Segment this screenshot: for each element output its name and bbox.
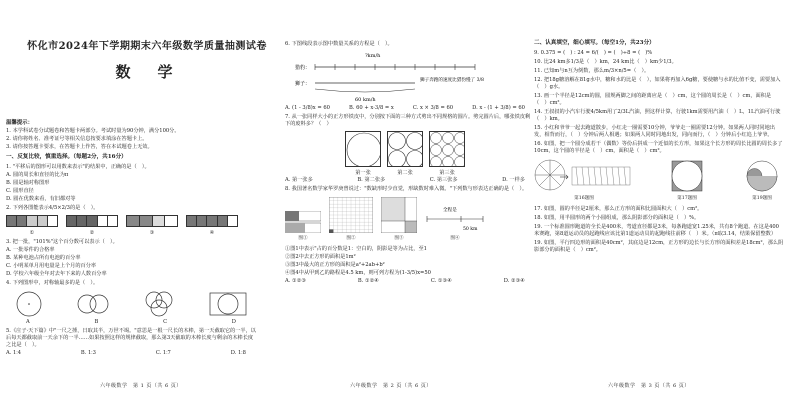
fig-1 (285, 211, 321, 242)
q8-options (285, 278, 535, 285)
sheet-caption: 第二张 (397, 170, 413, 177)
figure-labels (6, 319, 256, 326)
strip-label: ④ (209, 229, 215, 236)
figure-c (142, 290, 176, 318)
fig-caption: 图① (298, 236, 308, 242)
option-d: D. 一样多 (502, 177, 525, 184)
option-line: D. 圆在优数来看，有旧都对等 (6, 195, 76, 202)
fig-caption: 图② (346, 236, 356, 242)
statement-line: ②图2中去正方形的面积是1m² (285, 254, 356, 261)
sheet-caption: 第一张 (355, 170, 371, 177)
section-heading: 一、反复比较，慎重选择。（每题2分，共16分） (6, 154, 127, 161)
option-line: D. 学校六年级全年对去年下来的人数百分率 (6, 271, 107, 278)
option-line: B. 圆是轴对称图形 (6, 179, 50, 186)
strip-d (186, 215, 238, 227)
statement-line: ③图3中最大的正方形的面积是a²+2ab+b² (285, 262, 385, 269)
option-b: B. 第二张多 (357, 177, 386, 184)
fill-question: 11. 已知m与n互为倒数，那么m/3×n/5=（ ）。 (534, 67, 650, 74)
option-d: D. ②③④ (503, 278, 525, 285)
fill-question: 15. 小红和爷爷一起去跑道散步，小红走一圈需要10分钟，爷爷走一圈需要12分钟。如果两人同时同地出发，相背而行，（ ）分钟后两人相遇；如果两人同时同地出发，同向而行，（ ）分钟后小红追上爷爷。 (534, 124, 775, 138)
option-line: C. 小明某单月用电量是上个月的百分率 (6, 263, 97, 270)
option-line: A. 一批零件的合格率 (6, 247, 55, 254)
fill-question: 9. 0.375 = ( ) : 24 = 6/( ) = ( )÷8 = ( )% (534, 49, 653, 56)
figure-a (14, 290, 44, 318)
q7-options (285, 177, 535, 184)
fill-question: 10. 比24 km多1/3是（ ）km，24 km比（ ）km少1/3。 (534, 58, 677, 65)
strip-label: ② (89, 229, 95, 236)
option-c: C. 第三张多 (429, 177, 458, 184)
fraction-strips (6, 215, 256, 227)
fill-question: 14. 王叔叔的小汽车行驶4/5km用了2/3L汽油，照这样计算，行驶1km需要用汽油（ ）L，1L汽油可行驶（ ）km。 (534, 108, 781, 122)
question-stem: 7. 从一张同样大小的正方形铁皮中，分别按下面的三种方式剪出不同规格的圆片。剪完圆片后，哪张铁皮剩下的废料多？（ ） (285, 114, 531, 128)
fill-figures (534, 159, 784, 202)
note-item: 1. 本学科试卷分试题卷和答题卡两部分。考试时量为90分钟，满分100分。 (6, 128, 180, 135)
fig-caption: 第17题图 (677, 195, 697, 201)
top-speed-label: ?km/h (365, 53, 381, 60)
figure-label: B (94, 319, 99, 326)
section-heading: 二、认真填空，细心填写。（每空1分，共23分） (534, 40, 655, 46)
question-stem: 5.《庄子·天下篇》中"一尺之捶，日取其半，万世不竭。"意思是一根一尺长的木棒，第一天截取它的一半，以后每天都截取前一天余下的一半……如果按照这样的规律截取，那么第3天截取的木棒长度与剩余的木棒长度之比是（ ）。 (6, 328, 256, 349)
option-b: B. 60 + x·3/8 = x (348, 105, 394, 112)
fill-question: 16. 如图，把一个圆分成若干（偶数）等份后拼成一个近似的长方形，如果这个长方形的周长比圆的周长多了10cm，这个圆的半径是（ ）cm，面积是（ ）cm²。 (534, 140, 783, 154)
page-2 (285, 40, 535, 285)
strip-a (6, 215, 58, 227)
sheet-one (345, 131, 381, 167)
fig-3 (381, 197, 417, 242)
fig-caption: 第16题图 (574, 195, 594, 201)
figure-label: D (231, 319, 236, 326)
strip-labels (6, 230, 256, 237)
exam-title: 怀化市2024年下学期期末六年级数学质量抽测试卷 (27, 41, 267, 52)
symmetry-figures (14, 290, 248, 318)
fig-caption: 图③ (394, 236, 404, 242)
sheet-caption: 第三张 (439, 170, 455, 177)
exam-subject: 数 学 (115, 63, 179, 81)
segment-diagram (285, 49, 515, 105)
answer-options (6, 350, 256, 357)
q6-options (285, 105, 535, 112)
notes-heading: 温馨提示： (6, 120, 33, 126)
fill-question: 12. 把18g糖溶解在81g水中，糖和水的比是（ ），如果将再加入6g糖，要使糖与水的比值不变，需要加入（ ）g水。 (534, 76, 781, 90)
option-b: B. ①②④ (357, 278, 379, 285)
option-a: A. (1 - 3/8)x = 60 (285, 105, 330, 112)
option-c: C. ①③④ (430, 278, 452, 285)
note-item: 3. 请你按答题卡要求，在答题卡上作答，答在本试题卷上无效。 (6, 144, 153, 151)
fig-19 (740, 159, 784, 202)
bracket-label: 狮子奔跑的速度比猎豹慢了 3/8 (420, 78, 484, 84)
strip-label: ① (29, 229, 35, 236)
option-line: C. 圆形直径 (6, 187, 34, 194)
fig-caption: 第19题图 (752, 195, 772, 201)
option-a: A. 第一张多 (285, 177, 313, 184)
figure-label: A (26, 319, 30, 326)
page-3 (534, 40, 784, 255)
option-d: D. x - (1 + 3/8) = 60 (472, 105, 525, 112)
page-1 (6, 34, 256, 357)
label-lion: 狮子： (295, 81, 311, 88)
option-c: C. 1∶7 (155, 350, 171, 357)
question-stem: 2. 下列各图能表示4/5×2/3的是（ ）。 (6, 204, 99, 211)
note-item: 2. 请你将姓名、准考证号等相关信息按要求填涂在答题卡上。 (6, 136, 148, 143)
bottom-speed-label: 60 km/h (355, 97, 376, 104)
figure-b (76, 290, 110, 318)
page-footer: 六年级数学 第 2 页（共 6 页） (350, 383, 432, 389)
fig-caption: 图④ (450, 236, 460, 242)
fill-question: 13. 画一个半径是12cm的圆，圆规两脚之间的距离应是（ ）cm，这个圆的周长是（ ）cm，面积是（ ）cm²。 (534, 92, 772, 106)
fill-question: 17. 如图，圆的半径是2厘米，那么正方形的面积比圆面积大（ ）cm²。 (534, 205, 703, 212)
option-b: B. 1∶3 (80, 350, 96, 357)
fig-17 (670, 159, 704, 202)
strip-c (126, 215, 178, 227)
question-stem: 6. 下图线段表示图中数量关系的方程是（ ）。 (285, 41, 393, 47)
fig-2 (329, 197, 373, 242)
fill-question: 19. 一个标准圆形跑道的全长是400米，弯道直径都是3米，每条跑道宽1.25米，共有8个跑道。在这是400米赛跑，第8道运动员的起跑线应该比第1道运动员的起跑线往前移（ ）米。（π取3.14，结果保留整数） (534, 223, 779, 237)
question-stem: 3. 把一批，"101%"这个百分数可以表示（ ）。 (6, 239, 118, 245)
label-cheetah: 猎豹： (295, 65, 311, 72)
page-footer: 六年级数学 第 3 页（共 6 页） (608, 383, 690, 389)
figure-label: C (163, 319, 168, 326)
question-stem: 1. "平移后的图形可以用数来表示"的结果中，正确的是（ ）。 (6, 163, 150, 170)
option-line: B. 某种电池占所有电池的百分率 (6, 255, 81, 262)
option-line: A. 圆的周长和直径的比为π (6, 171, 69, 178)
option-d: D. 1∶8 (230, 350, 246, 357)
question-stem: 8. 我国著名数学家华罗庚曾说过："数缺形时少直觉，形缺数时难入微。"下列数与形表达正确的是（ ）。 (285, 186, 528, 193)
option-a: A. 1∶4 (6, 350, 21, 357)
statement-line: ④图4中从甲到乙的路程是4.5 km，则可列方程为(1-3/5)x=50 (285, 270, 431, 277)
sheet-three (429, 131, 465, 167)
fig-16 (534, 159, 634, 202)
figure-d (208, 290, 248, 318)
option-c: C. x × 3/8 = 60 (412, 105, 454, 112)
fig-4 (425, 203, 485, 242)
fill-question: 18. 如图，用半圆形的两个小圆组成，那么阴影部分的面积是（ ）%。 (534, 214, 700, 221)
sheet-two (387, 131, 423, 167)
strip-b (66, 215, 118, 227)
q8-figures (285, 197, 535, 242)
strip-label: ③ (149, 229, 155, 236)
fig4-top-label: 全程是 (443, 208, 457, 214)
fill-question: 19. 如图，平行四边形的面积是40cm²，其底边是12cm，正方形的边长与长方形的面积差是18cm²，那么阴影部分的面积是（ ）cm²。 (534, 240, 784, 254)
fig4-bottom-label: 50 km (463, 227, 478, 233)
statement-line: ①图1中表示"占的百分数是1：空白的，阴影是等为占比，至1 (285, 246, 427, 253)
sheet-figures (345, 131, 535, 167)
option-a: A. ①②③ (285, 278, 306, 285)
page-footer: 六年级数学 第 1 页（共 6 页） (100, 383, 182, 389)
question-stem: 4. 下列图形中，对称轴最多的是（ ）。 (6, 280, 99, 287)
